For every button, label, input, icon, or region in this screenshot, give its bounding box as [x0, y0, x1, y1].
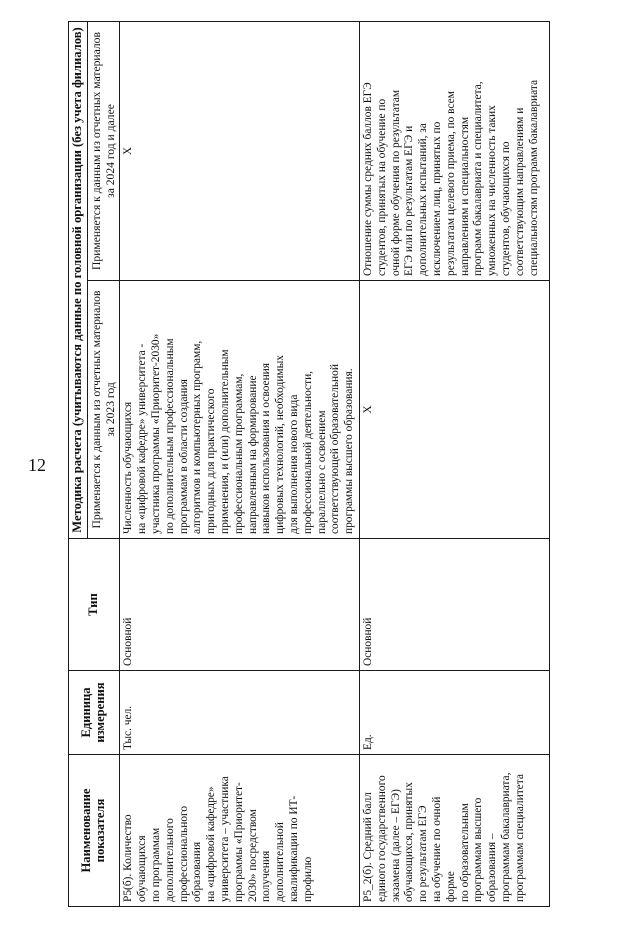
- cell-method-2024: X: [120, 22, 360, 281]
- table-row: [359, 22, 549, 907]
- header-apply-2024: Применяется к данным из отчетных материалов за 2024 год и далее: [87, 22, 120, 281]
- header-row-main: [69, 22, 88, 907]
- table-row: [120, 22, 360, 907]
- cell-type: Основной: [120, 539, 360, 671]
- header-type: Тип: [69, 539, 120, 671]
- indicator-table: [68, 21, 550, 907]
- cell-method-2023: Численность обучающихся на «цифровой кафедре» университета - участника программы «Приоритет-2030» по дополнительным профессиональным программам в области создания алгоритмов и компьютерных программ, пригодных для практического применения, и (или) дополнительным профессиональным программам, направленным на формирование навыков использования и освоения цифровых технологий, необходимых для выполнения нового вида профессиональной деятельности, параллельно с освоением соответствующей образовательной программы высшего образования.: [120, 281, 360, 539]
- cell-method-2023: X: [359, 281, 549, 539]
- cell-type: Основной: [359, 539, 549, 671]
- cell-method-2024: Отношение суммы средних баллов ЕГЭ студентов, принятых на обучение по очной форме обучения по результатам ЕГЭ или по результатам ЕГЭ и дополнительных испытаний, за исключением лиц, принятых по результатам целевого приема, по всем направлениям и специальностям программ бакалавриата и специалитета, умноженных на численность таких студентов, обучающихся по соответствующим направлениям и специальностям программ бакалавриата: [359, 22, 549, 281]
- header-unit: Единица измерения: [69, 671, 120, 755]
- header-apply-2023: Применяется к данным из отчетных материалов за 2023 год: [87, 281, 120, 539]
- page-number: 12: [28, 455, 46, 475]
- cell-indicator: P5(б). Количество обучающихся по программам дополнительного профессионального образования на «цифровой кафедре» университета – участника программы «Приоритет- 2030» посредством получения дополнительной квалификации по ИТ- профилю: [120, 755, 360, 907]
- header-indicator: Наименование показателя: [69, 755, 120, 907]
- header-method: Методика расчета (учитываются данные по головной организации (без учета филиалов): [69, 22, 88, 539]
- cell-unit: Ед.: [359, 671, 549, 755]
- cell-indicator: P5_2(б). Средний балл единого государственного экзамена (далее – ЕГЭ) обучающихся, принятых по результатам ЕГЭ на обучение по очной форме по образовательным программам высшего образования – программам бакалавриата, программам специалитета: [359, 755, 549, 907]
- cell-unit: Тыс. чел.: [120, 671, 360, 755]
